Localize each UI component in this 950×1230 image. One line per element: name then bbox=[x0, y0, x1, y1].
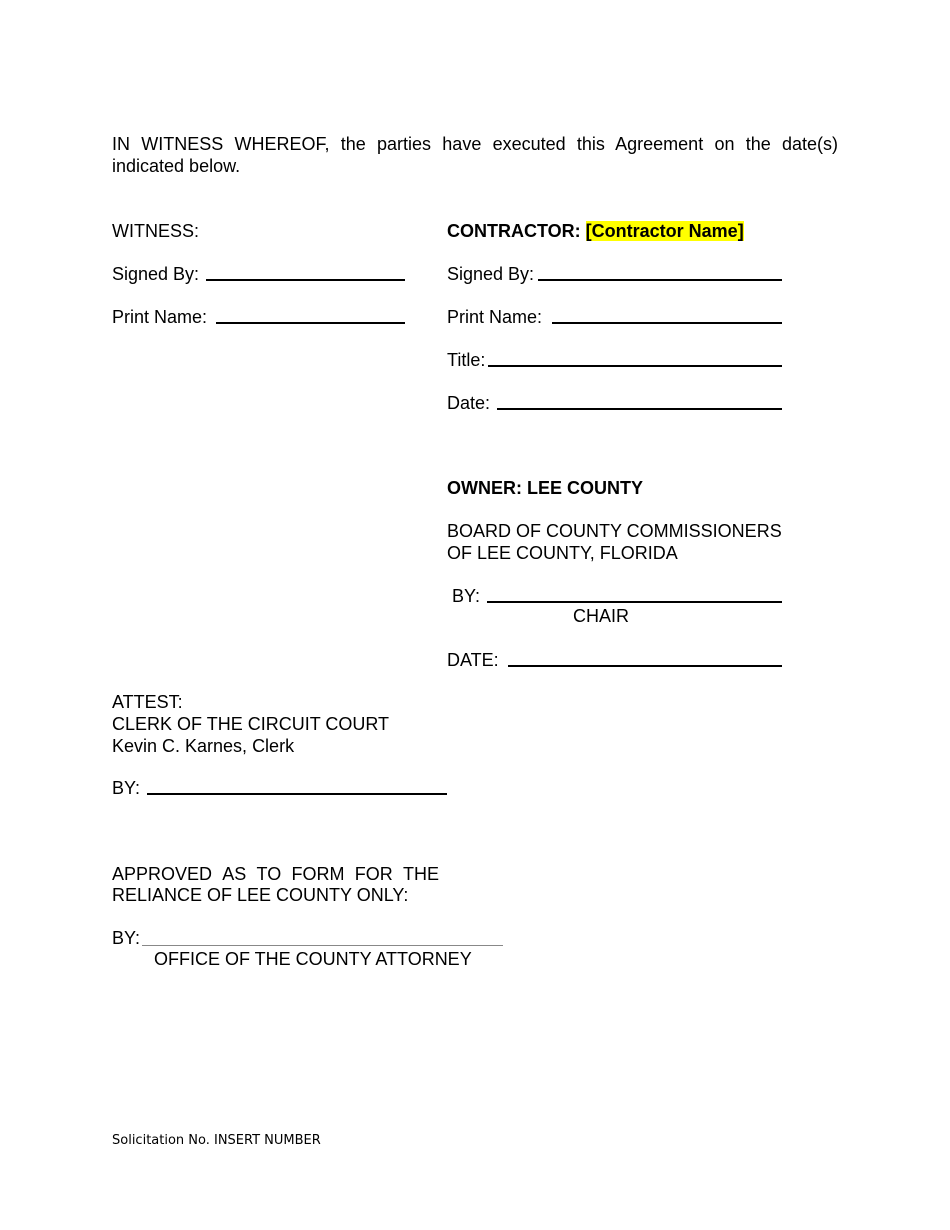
owner-board-line2: OF LEE COUNTY, FLORIDA bbox=[447, 543, 678, 563]
approval-word: FOR bbox=[354, 864, 393, 884]
witness-heading: WITNESS: bbox=[112, 221, 200, 241]
witness-print-name-line[interactable] bbox=[216, 322, 405, 324]
contractor-title-label: Title: bbox=[447, 350, 486, 370]
approval-signature-line[interactable] bbox=[142, 945, 503, 946]
owner-chair-caption: CHAIR bbox=[573, 606, 630, 626]
owner-date-label: DATE: bbox=[447, 650, 499, 670]
contractor-date-label: Date: bbox=[447, 393, 491, 413]
solicitation-footer: Solicitation No. INSERT NUMBER bbox=[112, 1133, 321, 1148]
witness-signature-line[interactable] bbox=[206, 279, 405, 281]
contractor-signature-line[interactable] bbox=[538, 279, 782, 281]
owner-date-line[interactable] bbox=[508, 665, 782, 667]
owner-by-label: BY: bbox=[452, 586, 481, 606]
approval-line1 bbox=[112, 863, 439, 885]
witness-signed-by-label: Signed By: bbox=[112, 264, 200, 284]
contractor-signed-by-label: Signed By: bbox=[447, 264, 535, 284]
approval-by-label: BY: bbox=[112, 928, 141, 948]
contractor-print-name-line[interactable] bbox=[552, 322, 782, 324]
contractor-name-placeholder: [Contractor Name] bbox=[585, 221, 744, 241]
owner-heading: OWNER: LEE COUNTY bbox=[447, 478, 643, 498]
approval-word: TO bbox=[256, 864, 282, 884]
contractor-heading-label: CONTRACTOR: bbox=[447, 221, 581, 241]
attest-clerk-name: Kevin C. Karnes, Clerk bbox=[112, 736, 295, 756]
attest-by-label: BY: bbox=[112, 778, 141, 798]
contractor-heading bbox=[447, 220, 744, 242]
attest-clerk-title: CLERK OF THE CIRCUIT COURT bbox=[112, 714, 390, 734]
contractor-print-name-label: Print Name: bbox=[447, 307, 543, 327]
owner-chair-signature-line[interactable] bbox=[487, 601, 782, 603]
intro-paragraph: IN WITNESS WHEREOF, the parties have executed this Agreement on the date(s) indicated below. bbox=[112, 134, 838, 176]
approval-word: APPROVED bbox=[112, 864, 213, 884]
approval-word: FORM bbox=[291, 864, 345, 884]
attest-heading: ATTEST: bbox=[112, 692, 183, 712]
contractor-date-line[interactable] bbox=[497, 408, 782, 410]
approval-line2: RELIANCE OF LEE COUNTY ONLY: bbox=[112, 885, 409, 905]
attest-signature-line[interactable] bbox=[147, 793, 447, 795]
owner-board-line1: BOARD OF COUNTY COMMISSIONERS bbox=[447, 521, 782, 541]
approval-word: THE bbox=[402, 864, 439, 884]
approval-word: AS bbox=[222, 864, 247, 884]
approval-caption: OFFICE OF THE COUNTY ATTORNEY bbox=[154, 949, 472, 969]
witness-print-name-label: Print Name: bbox=[112, 307, 208, 327]
contractor-title-line[interactable] bbox=[488, 365, 782, 367]
